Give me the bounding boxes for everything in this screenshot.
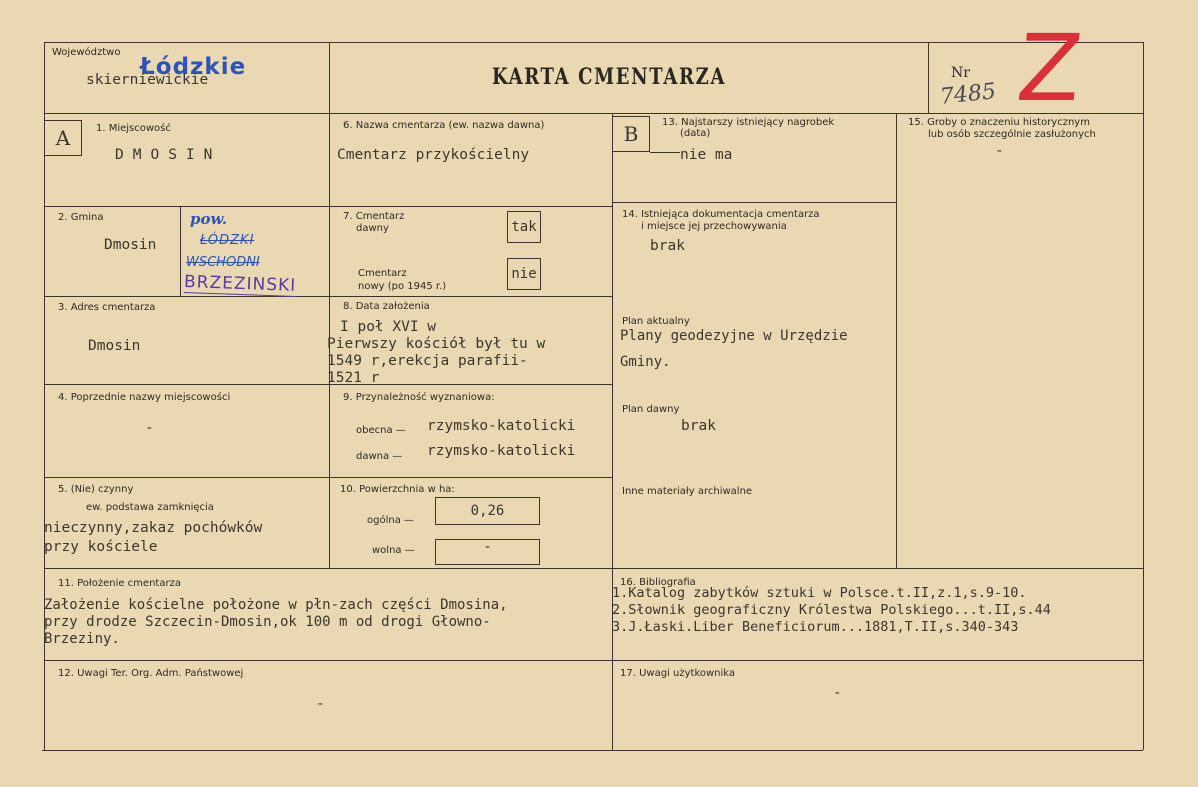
field5-sublabel: ew. podstawa zamknięcia xyxy=(86,502,214,513)
field7-dawny-box xyxy=(507,211,541,243)
b-box-line xyxy=(650,152,680,153)
row-line xyxy=(44,660,1143,661)
page-title: KARTA CMENTARZA xyxy=(492,64,727,90)
field8-line2: Pierwszy kościół był tu w xyxy=(327,336,546,352)
wojewodztwo-stamp: Łódzkie xyxy=(140,54,247,80)
big-letter-mark: Z xyxy=(1012,15,1087,122)
field13-value: nie ma xyxy=(680,147,733,163)
field16-line2: 2.Słownik geograficzny Królestwa Polskiego...t.II,s.44 xyxy=(612,602,1051,618)
plan-dawny-label: Plan dawny xyxy=(622,404,680,415)
section-b-box xyxy=(612,116,650,152)
row-line xyxy=(44,568,1143,569)
section-a-letter: A xyxy=(55,126,71,150)
field1-value: DMOSIN xyxy=(115,147,222,163)
field11-line2: przy drodze Szczecin-Dmosin,ok 100 m od drogi Głowno- xyxy=(44,614,491,630)
field14-sublabel: i miejsce jej przechowywania xyxy=(641,221,787,232)
field9-dawna-value: rzymsko-katolicki xyxy=(427,443,576,459)
plan-dawny-value: brak xyxy=(681,418,716,434)
plan-aktualny-label: Plan aktualny xyxy=(622,316,690,327)
field6-value: Cmentarz przykościelny xyxy=(337,147,530,163)
field4-value: - xyxy=(145,420,154,436)
plan-aktualny-value2: Gminy. xyxy=(620,354,671,370)
field10-ogolna-box xyxy=(435,497,540,525)
field11-line1: Założenie kościelne położone w płn-zach części Dmosina, xyxy=(44,597,508,613)
field2-stamp: BRZEZINSKI xyxy=(183,272,297,296)
field2-struck-1: ŁÓDZKI xyxy=(200,233,255,248)
frame-right xyxy=(1143,42,1144,750)
nr-label: Nr xyxy=(951,65,970,81)
field2-value: Dmosin xyxy=(104,237,157,253)
field1-label: 1. Miejscowość xyxy=(96,123,171,134)
section-b-letter: B xyxy=(623,122,639,146)
field15-label: 15. Groby o znaczeniu historycznym xyxy=(908,117,1090,128)
field7-nowy-box xyxy=(507,258,541,290)
nr-value: 7485 xyxy=(938,79,998,110)
field9-dawna-label: dawna — xyxy=(356,451,403,462)
field8-line1: I poł XVI w xyxy=(340,319,437,335)
field13-label: 13. Najstarszy istniejący nagrobek xyxy=(662,117,835,128)
field11-label: 11. Położenie cmentarza xyxy=(58,578,181,589)
field2-pow-label: pow. xyxy=(190,210,228,228)
field7-nowy-value: nie xyxy=(511,266,537,282)
field9-obecna-value: rzymsko-katolicki xyxy=(427,418,576,434)
header-vline-1 xyxy=(329,42,330,113)
field10-label: 10. Powierzchnia w ha: xyxy=(340,484,455,495)
row-line xyxy=(44,296,612,297)
field7-nowy-label: Cmentarz xyxy=(358,268,407,279)
frame-top xyxy=(44,42,1143,43)
field14-value: brak xyxy=(650,238,685,254)
field3-value: Dmosin xyxy=(88,338,141,354)
field16-label: 16. Bibliografia xyxy=(620,577,696,588)
col-divider-3 xyxy=(896,113,897,568)
col-divider-2 xyxy=(612,113,613,750)
section-a-box xyxy=(44,120,82,156)
field16-line3: 3.J.Łaski.Liber Beneficiorum...1881,T.II,s.340-343 xyxy=(612,619,1019,635)
field5-label: 5. (Nie) czynny xyxy=(58,484,134,495)
field10-wolna-label: wolna — xyxy=(372,545,415,556)
field17-value: - xyxy=(833,685,842,701)
field8-line3: 1549 r,erekcja parafii- xyxy=(327,353,528,369)
field7-dawny-label: dawny xyxy=(356,223,389,234)
field5-value-line2: przy kościele xyxy=(44,539,158,555)
field6-label: 6. Nazwa cmentarza (ew. nazwa dawna) xyxy=(343,120,545,131)
field16-line1: 1.Katalog zabytków sztuki w Polsce.t.II,z.1,s.9-10. xyxy=(612,585,1027,601)
field8-label: 8. Data założenia xyxy=(343,301,430,312)
field13-sublabel: (data) xyxy=(680,128,711,139)
wojewodztwo-typed: skierniewickie xyxy=(86,72,209,88)
field8-line4: 1521 r xyxy=(327,370,380,386)
field17-label: 17. Uwagi użytkownika xyxy=(620,668,736,679)
frame-bottom xyxy=(42,750,1143,751)
field7-nowy-sublabel: nowy (po 1945 r.) xyxy=(358,281,447,292)
field15-sublabel: lub osób szczególnie zasłużonych xyxy=(928,129,1096,140)
field9-obecna-label: obecna — xyxy=(356,425,406,436)
gmina-subdivider xyxy=(180,206,181,296)
row-line xyxy=(44,206,612,207)
field5-value-line1: nieczynny,zakaz pochówków xyxy=(44,520,263,536)
field10-ogolna-value: 0,26 xyxy=(470,503,505,519)
row-line xyxy=(612,202,896,203)
field12-label: 12. Uwagi Ter. Org. Adm. Państwowej xyxy=(58,668,244,679)
field10-wolna-box xyxy=(435,539,540,565)
field14-label: 14. Istniejąca dokumentacja cmentarza xyxy=(622,209,820,220)
field9-label: 9. Przynależność wyznaniowa: xyxy=(343,392,495,403)
field11-line3: Brzeziny. xyxy=(44,631,120,647)
field12-value: - xyxy=(316,696,325,712)
field10-wolna-value: - xyxy=(483,539,492,555)
header-divider xyxy=(44,113,1143,114)
field3-label: 3. Adres cmentarza xyxy=(58,302,156,313)
row-line xyxy=(44,477,612,478)
field7-dawny-value: tak xyxy=(511,219,537,235)
field7-label: 7. Cmentarz xyxy=(343,211,405,222)
field4-label: 4. Poprzednie nazwy miejscowości xyxy=(58,392,231,403)
field15-value: - xyxy=(995,143,1004,159)
field2-struck-2: WSCHODNI xyxy=(186,255,260,270)
header-vline-2 xyxy=(928,42,929,113)
wojewodztwo-label: Województwo xyxy=(52,47,121,58)
field10-ogolna-label: ogólna — xyxy=(367,515,415,526)
plan-aktualny-value1: Plany geodezyjne w Urzędzie xyxy=(620,328,848,344)
inne-materialy-label: Inne materiały archiwalne xyxy=(622,486,753,497)
field2-label: 2. Gmina xyxy=(58,212,104,223)
